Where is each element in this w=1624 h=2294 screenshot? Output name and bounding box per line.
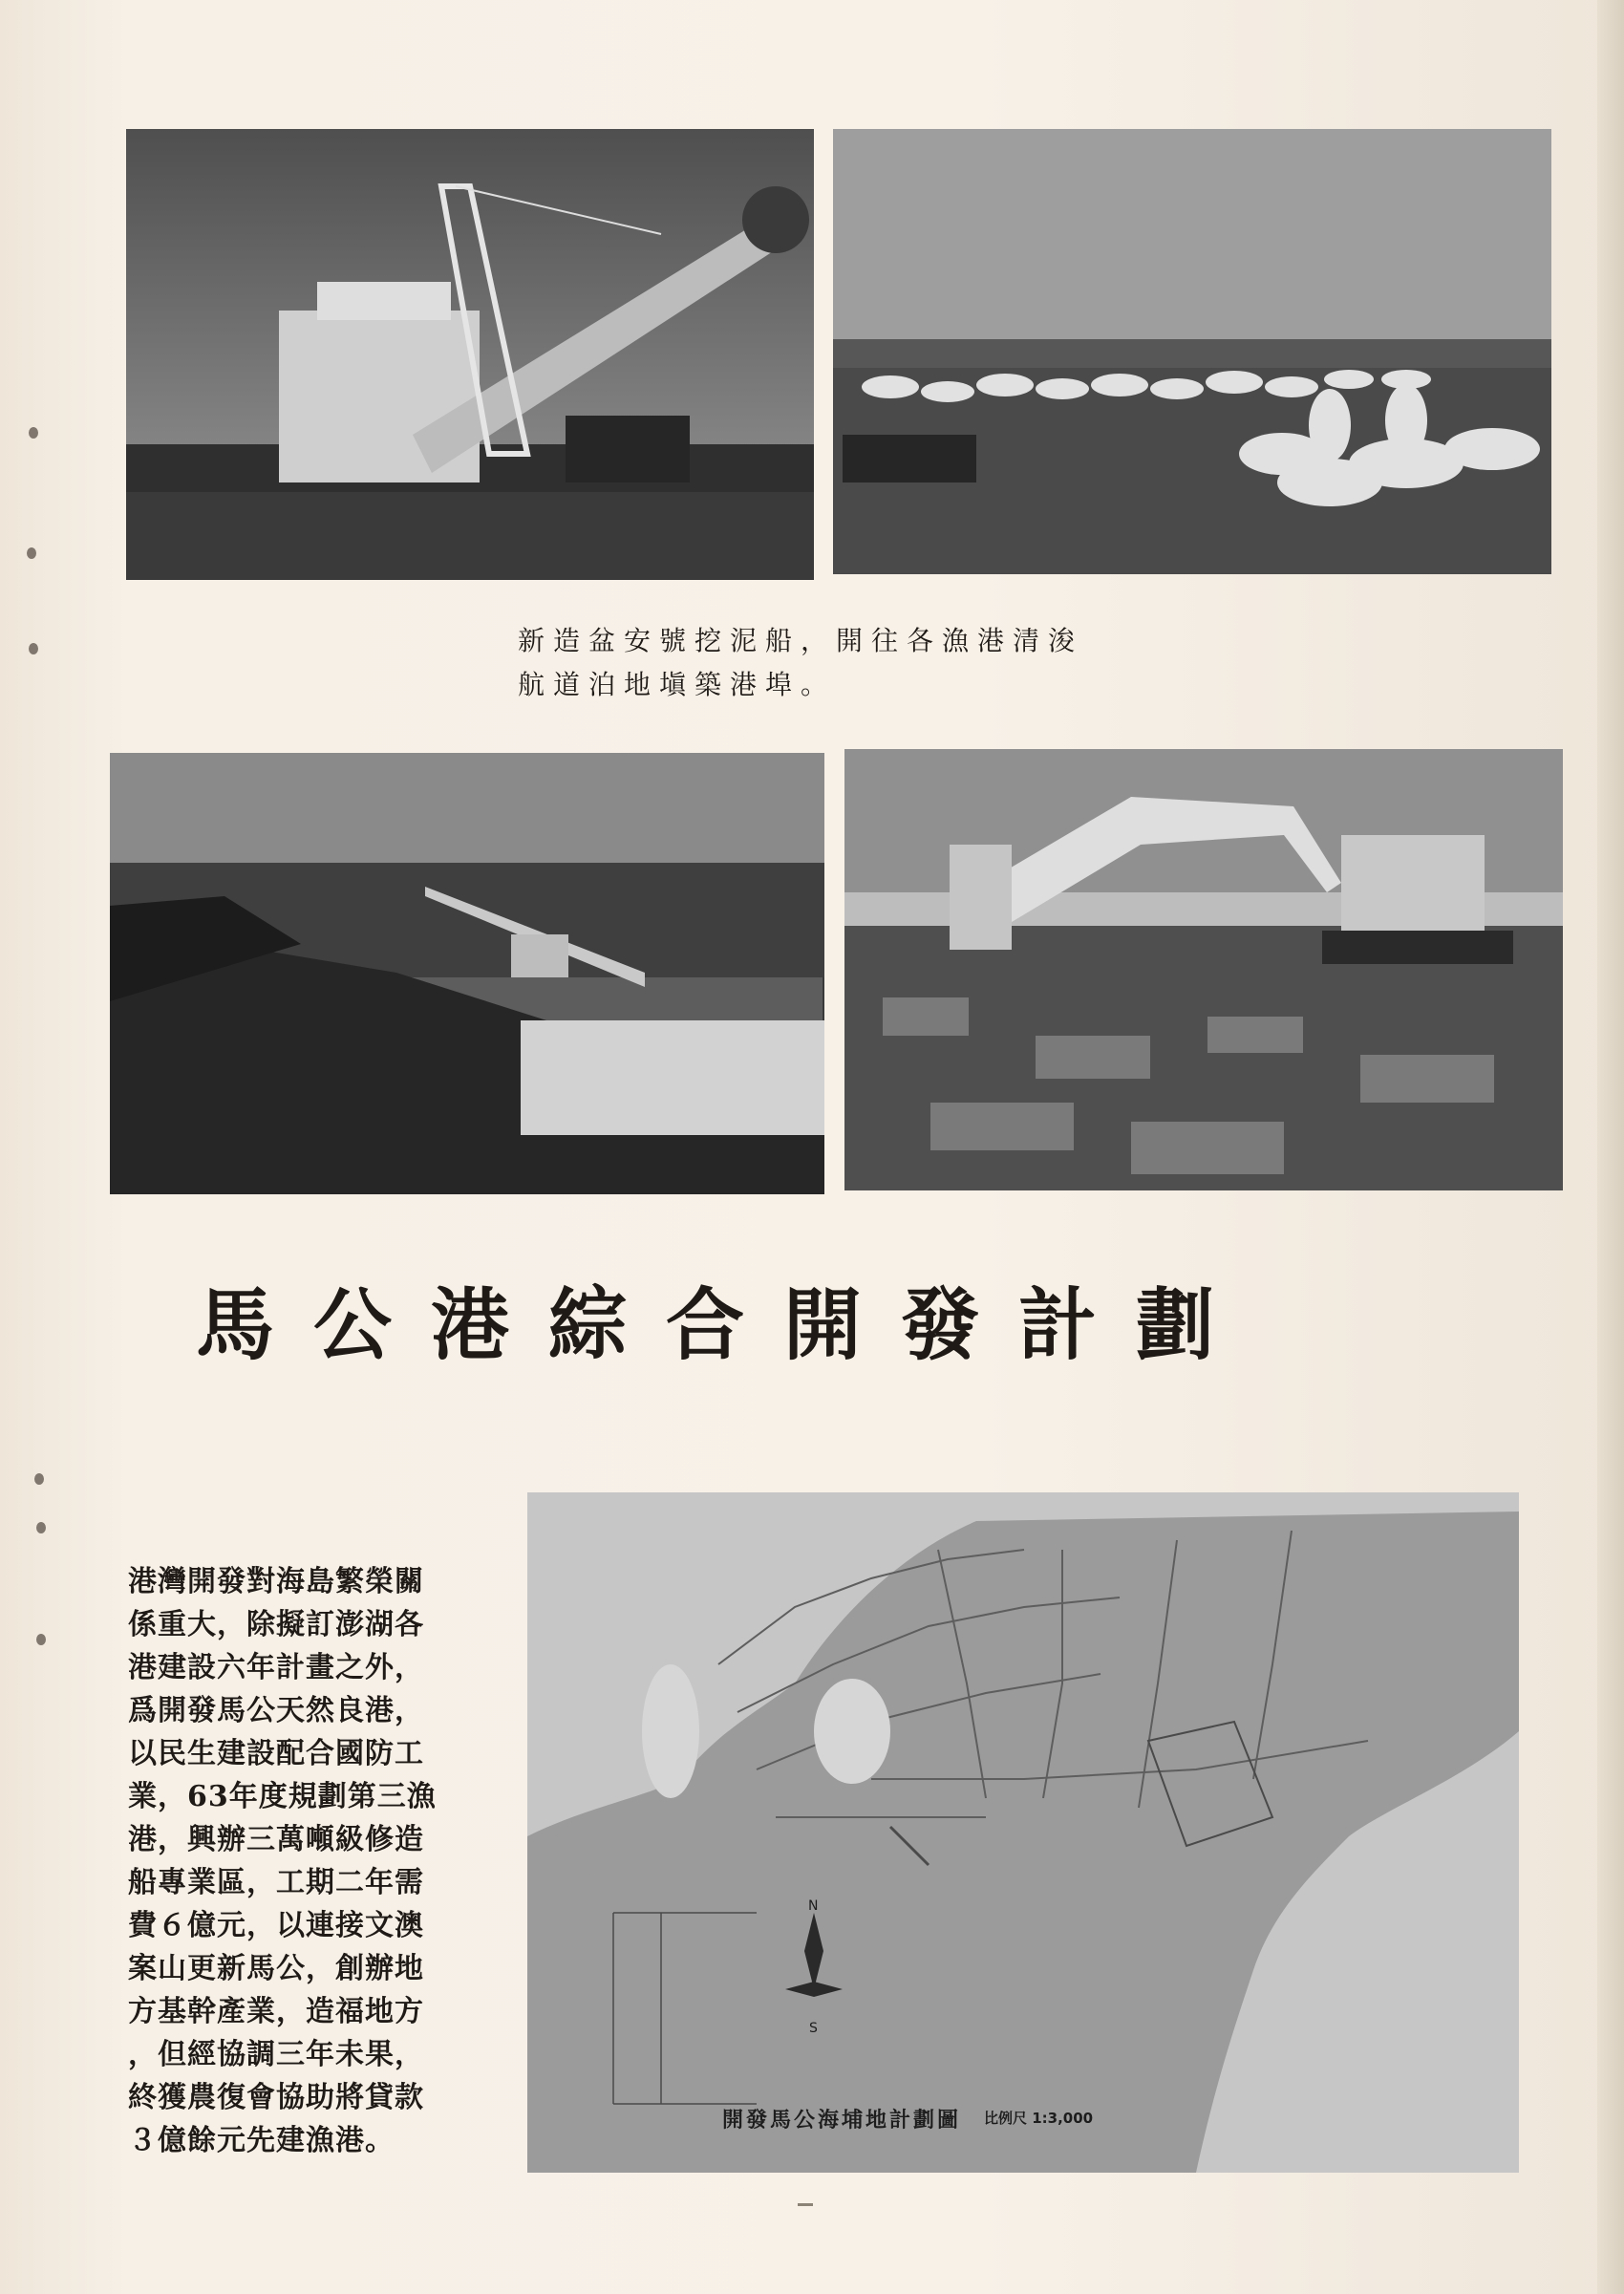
body-line: 案山更新馬公，創辦地	[128, 1952, 424, 1985]
body-line: ，但經協調三年未果，	[128, 2038, 424, 2071]
map-drawing	[527, 1492, 1519, 2173]
body-line: 港，興辦三萬噸級修造	[128, 1823, 424, 1856]
photo-caption	[518, 619, 1206, 707]
photo-dredger-ship	[126, 129, 814, 580]
body-line: 方基幹產業，造福地方	[128, 1995, 424, 2028]
body-line: 港建設六年計畫之外，	[128, 1651, 424, 1684]
punch-hole	[34, 1473, 44, 1485]
photo-tetrapods	[833, 129, 1551, 574]
punch-hole	[29, 643, 38, 654]
body-line: 費６億元，以連接文澳	[128, 1909, 424, 1942]
map-scale: 比例尺 1:3,000	[984, 2110, 1094, 2127]
caption-line-1: 新造盆安號挖泥船，開往各漁港清浚	[518, 625, 1084, 656]
body-line: 爲開發馬公天然良港，	[128, 1694, 424, 1727]
harbor-plan-map	[527, 1492, 1519, 2173]
body-paragraph	[128, 1560, 481, 2162]
page-mark	[798, 2203, 813, 2206]
photo-coastal-breakwater	[110, 753, 824, 1194]
body-line: 終獲農復會協助將貸款	[128, 2081, 424, 2114]
caption-line-2: 航道泊地塡築港埠。	[518, 669, 837, 700]
punch-hole	[36, 1634, 46, 1645]
body-line: 係重大，除擬訂澎湖各	[128, 1608, 424, 1641]
body-line: 以民生建設配合國防工	[128, 1737, 424, 1770]
body-line: 船專業區，工期二年需	[128, 1866, 424, 1899]
compass-north-label: N	[808, 1898, 819, 1914]
page-edge	[1597, 0, 1624, 2294]
punch-hole	[29, 427, 38, 439]
body-line: 港灣開發對海島繁榮關	[128, 1565, 424, 1598]
punch-hole	[27, 547, 36, 559]
punch-hole	[36, 1522, 46, 1533]
body-line: ３億餘元先建漁港。	[128, 2124, 395, 2157]
photo-excavator	[844, 749, 1563, 1190]
map-title: 開發馬公海埔地計劃圖	[722, 2109, 962, 2133]
page-title: 馬公港綜合開發計劃	[196, 1280, 1254, 1371]
body-line: 業，63年度規劃第三漁	[128, 1780, 437, 1813]
compass-south-label: S	[809, 2021, 818, 2036]
